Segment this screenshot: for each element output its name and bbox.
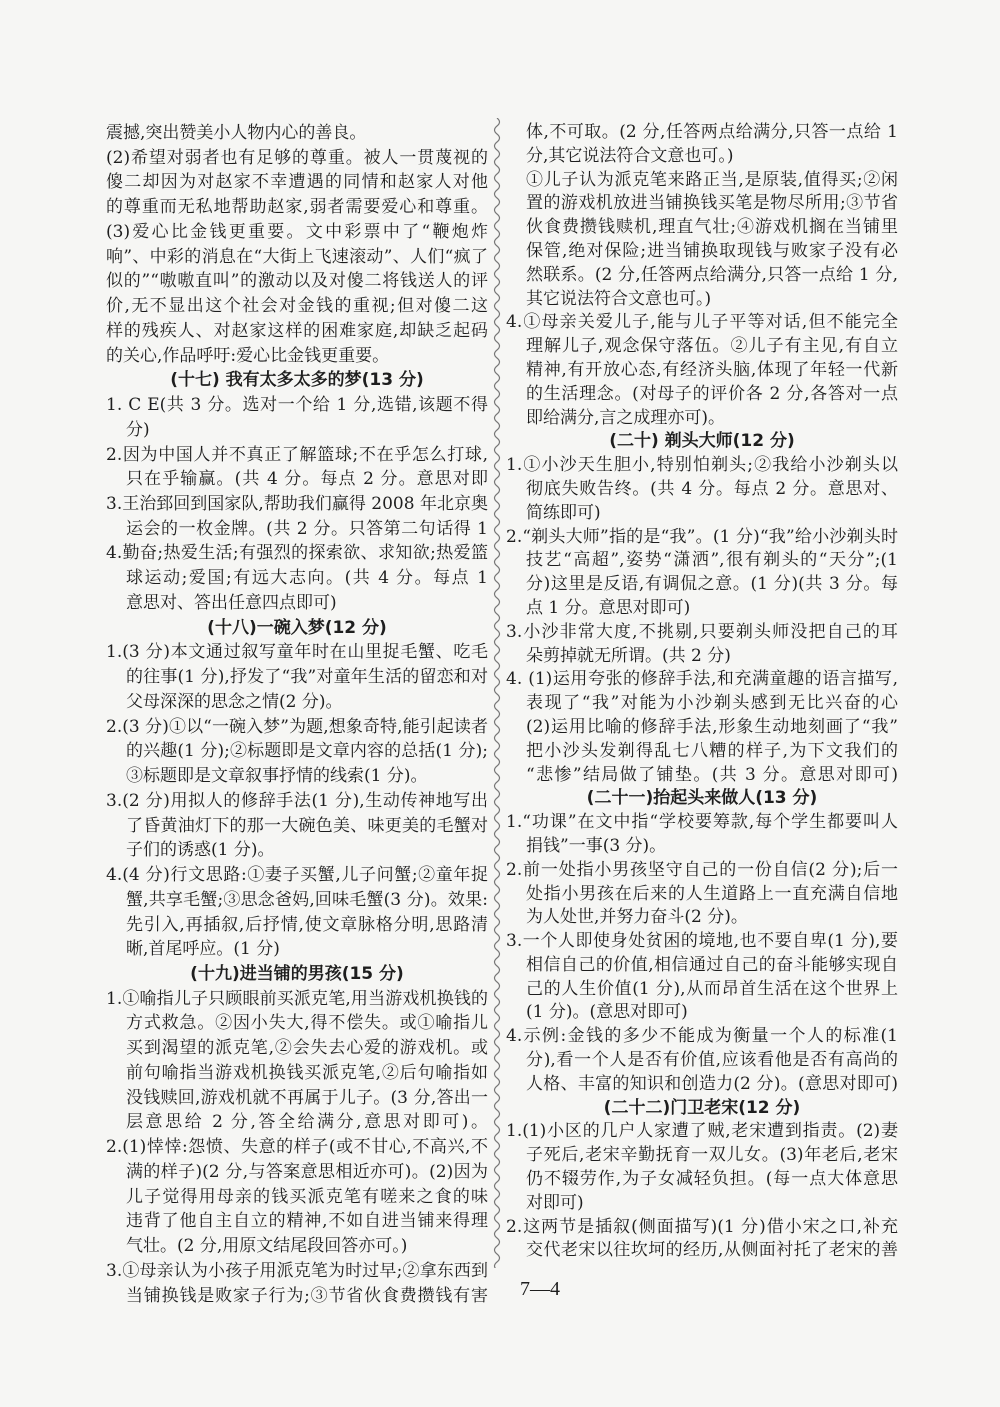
answer-line: 4. (1)运用夸张的修辞手法,和充满童趣的语言描写, [506,669,898,690]
answer-line: ①儿子认为派克笔来路正当,是原装,值得买;②闲 [526,169,898,190]
answer-line: 4.(4 分)行文思路:①妻子买蟹,儿子问蟹;②童年捉 [106,865,488,886]
answer-line: 朵剪掉就无所谓。(共 2 分) [526,645,731,666]
answer-line: 然联系。(2 分,任答两点给满分,只答一点给 1 分, [526,264,898,285]
answer-line: 把小沙头发剃得乱七八糟的样子,为下文我们的 [526,740,898,761]
answer-line: 子们的诱惑(1 分)。 [126,840,275,861]
answer-line: 彻底失败告终。(共 4 分。每点 2 分。意思对、 [526,478,898,499]
answer-line: 的关心,作品呼吁:爱心比金钱更重要。 [106,345,390,366]
answer-line: 2.这两节是插叙(侧面描写)(1 分)借小宋之口,补充 [506,1216,898,1237]
answer-line: 技艺“高超”,姿势“潇洒”,很有剃头的“天分”;(1 [526,550,898,571]
answer-line: 似的”“嗷嗷直叫”的激动以及对傻二将钱送人的评 [106,271,488,292]
answer-line: 晰,首尾呼应。(1 分) [126,939,280,960]
answer-line: 1.(3 分)本文通过叙写童年时在山里捉毛蟹、吃毛 [106,642,488,663]
answer-line: 前句喻指当游戏机换钱买派克笔,②后句喻指如 [126,1062,488,1083]
answer-line: 2.前一处指小男孩坚守自己的一份自信(2 分);后一 [506,859,898,880]
wavy-column-divider [490,118,504,1268]
answer-line: 震撼,突出赞美小人物内心的善良。 [106,123,367,143]
answer-line: 处指小男孩在后来的人生道路上一直充满自信地 [526,883,898,904]
answer-line: 仍不辍劳作,为子女减轻负担。(每一点大体意思 [526,1169,898,1190]
answer-line: 人格、丰富的知识和创造力(2 分)。(意思对即可) [526,1073,898,1094]
answer-line: 置的游戏机放进当铺换钱买笔是物尽所用;③节省 [526,193,898,214]
answer-line: 3.①母亲认为小孩子用派克笔为时过早;②拿东西到 [106,1260,488,1281]
section-heading: (十八)一碗入梦(12 分) [207,617,387,638]
section-heading: (二十二)门卫老宋(12 分) [603,1097,801,1118]
answer-line: 3.小沙非常大度,不挑剔,只要剃头师没把自己的耳 [506,621,898,642]
answer-line: 2.(1)悻悻:怨愤、失意的样子(或不甘心,不高兴,不 [106,1137,488,1158]
answer-line: 1. C E(共 3 分。选对一个给 1 分,选错,该题不得 [106,395,488,416]
answer-line: 违背了他自主自立的精神,不如自进当铺来得理 [126,1211,488,1232]
left-column [106,121,488,1308]
section-heading: (十七) 我有太多太多的梦(13 分) [170,370,424,391]
answer-line: 蟹,共享毛蟹;③思念爸妈,回味毛蟹(3 分)。效果: [126,889,488,910]
answer-line: ③标题即是文章叙事抒情的线索(1 分)。 [126,766,428,787]
answer-line: 1.(1)小区的几户人家遭了贼,老宋遭到指责。(2)妻 [506,1121,898,1142]
answer-line: 体,不可取。(2 分,任答两点给满分,只答一点给 1 [526,122,898,142]
answer-line: 4.①母亲关爱儿子,能与儿子平等对话,但不能完全 [506,312,898,333]
answer-line: 为人处世,并努力奋斗(2 分)。 [526,907,748,928]
answer-line: 点 1 分。意思对即可) [526,597,691,618]
section-heading: (二十一)抬起头来做人(13 分) [586,788,818,809]
answer-line: 满的样子)(2 分,与答案意思相近亦可)。(2)因为 [126,1161,488,1182]
answer-line: (2)希望对弱者也有足够的尊重。被人一贯蔑视的 [106,147,488,168]
answer-line: 1.①小沙天生胆小,特别怕剃头;②我给小沙剃头以 [506,455,898,476]
answer-line: 的兴趣(1 分);②标题即是文章内容的总括(1 分); [126,741,488,762]
answer-line: 2.“剃头大师”指的是“我”。(1 分)“我”给小沙剃头时 [506,526,898,547]
answer-line: 的尊重而无私地帮助赵家,弱者需要爱心和尊重。 [106,197,488,218]
answer-line: 3.(2 分)用拟人的修辞手法(1 分),生动传神地写出 [106,790,488,811]
answer-line: 伙食费攒钱赎机,理直气壮;④游戏机搁在当铺里 [526,217,898,238]
answer-line: 2.(3 分)①以“一碗入梦”为题,想象奇特,能引起读者 [106,716,488,737]
answer-line: 对即可) [526,1192,584,1213]
divider-line [495,118,500,1268]
answer-line: 4.勤奋;热爱生活;有强烈的探索欲、求知欲;热爱篮 [106,543,488,564]
answer-line: 意思对、答出任意四点即可) [126,592,337,613]
answer-line: (1 分)。(意思对即可) [526,1002,688,1023]
answer-line: 精神,有开放心态,有经济头脑,体现了年轻一代新 [526,359,898,380]
answer-line: 1.“功课”在文中指“学校要筹款,每个学生都要叫人 [506,812,898,833]
answer-line: 运会的一枚金牌。(共 2 分。只答第二句话得 1 [126,518,488,539]
answer-line: 保管,绝对保险;进当铺换取现钱与败家子没有必 [526,240,898,261]
answer-line: 3.一个人即使身处贫困的境地,也不要自卑(1 分),要 [506,931,898,952]
answer-line: 买到渴望的派克笔,②会失去心爱的游戏机。或 [126,1038,488,1059]
answer-line: 分,其它说法符合文意也可。) [526,145,734,166]
answer-line: 交代老宋以往坎坷的经历,从侧面衬托了老宋的善 [526,1240,898,1261]
page-number: 7—4 [520,1278,560,1300]
section-heading: (二十) 剃头大师(12 分) [609,431,795,452]
answer-line: 价,无不显出这个社会对金钱的重视;但对傻二这 [106,296,488,317]
answer-line: 3.王治郅回到国家队,帮助我们赢得 2008 年北京奥 [106,494,488,515]
answer-line: 捐钱”一事(3 分)。 [526,835,667,856]
answer-line: 分) [126,419,150,440]
answer-line: 子死后,老宋辛勤抚育一双儿女。(3)年老后,老宋 [526,1145,898,1166]
answer-line: 的往事(1 分),抒发了“我”对童年生活的留恋和对 [126,667,488,688]
answer-line: 相信自己的价值,相信通过自己的奋斗能够实现自 [526,954,898,975]
answer-line: 父母深深的思念之情(2 分)。 [126,691,343,712]
answer-line: 样的残疾人、对赵家这样的困难家庭,却缺乏起码 [106,320,488,341]
answer-line: (3)爱心比金钱更重要。文中彩票中了“鞭炮炸 [106,221,488,242]
answer-line: 1.①喻指儿子只顾眼前买派克笔,用当游戏机换钱的 [106,988,488,1009]
answer-line: 球运动;爱国;有远大志向。(共 4 分。每点 1 [126,568,488,589]
answer-line: 傻二却因为对赵家不幸遭遇的同情和赵家人对他 [106,172,488,193]
answer-line: 的生活理念。(对母子的评价各 2 分,各答对一点 [526,383,898,404]
answer-line: 先引入,再插叙,后抒情,使文章脉格分明,思路清 [126,914,488,935]
answer-line: “悲惨”结局做了铺垫。(共 3 分。意思对即可) [526,764,898,785]
answer-line: 层意思给 2 分,答全给满分,意思对即可)。 [126,1112,488,1133]
answer-line: 表现了“我”对能为小沙剃头感到无比兴奋的心 [526,693,898,714]
answer-line: 了昏黄油灯下的那一大碗色美、味更美的毛蟹对 [126,815,488,836]
answer-line: 其它说法符合文意也可。) [526,288,712,309]
answer-line: 分)这里是反语,有调侃之意。(1 分)(共 3 分。每 [526,574,898,595]
answer-line: 方式救急。②因小失大,得不偿失。或①喻指儿 [126,1013,488,1034]
answer-line: 只在乎输赢。(共 4 分。每点 2 分。意思对即 [126,469,488,490]
answer-line: 响”、中彩的消息在“大街上飞速滚动”、人们“疯了 [106,246,488,267]
answer-line: 分),看一个人是否有价值,应该看他是否有高尚的 [526,1050,898,1071]
answer-line: 4.示例:金钱的多少不能成为衡量一个人的标准(1 [506,1026,898,1047]
answer-line: 2.因为中国人并不真正了解篮球;不在乎怎么打球, [106,444,488,465]
answer-line: 己的人生价值(1 分),从而昂首生活在这个世界上 [526,978,898,999]
section-heading: (十九)进当铺的男孩(15 分) [190,963,404,984]
answer-line: 即给满分,言之成理亦可)。 [526,407,726,428]
answer-line: 气壮。(2 分,用原文结尾段回答亦可。) [126,1236,408,1257]
answer-line: 理解儿子,观念保守落伍。②儿子有主见,有自立 [526,336,898,357]
answer-line: 简练即可) [526,502,601,523]
answer-line: 当铺换钱是败家子行为;③节省伙食费攒钱有害 [126,1285,488,1306]
answer-line: (2)运用比喻的修辞手法,形象生动地刻画了“我” [526,716,898,737]
right-column [506,121,898,1263]
answer-line: 儿子觉得用母亲的钱买派克笔有嗟来之食的味 [126,1186,488,1207]
answer-line: 没钱赎回,游戏机就不再属于儿子。(3 分,答出一 [126,1087,488,1108]
